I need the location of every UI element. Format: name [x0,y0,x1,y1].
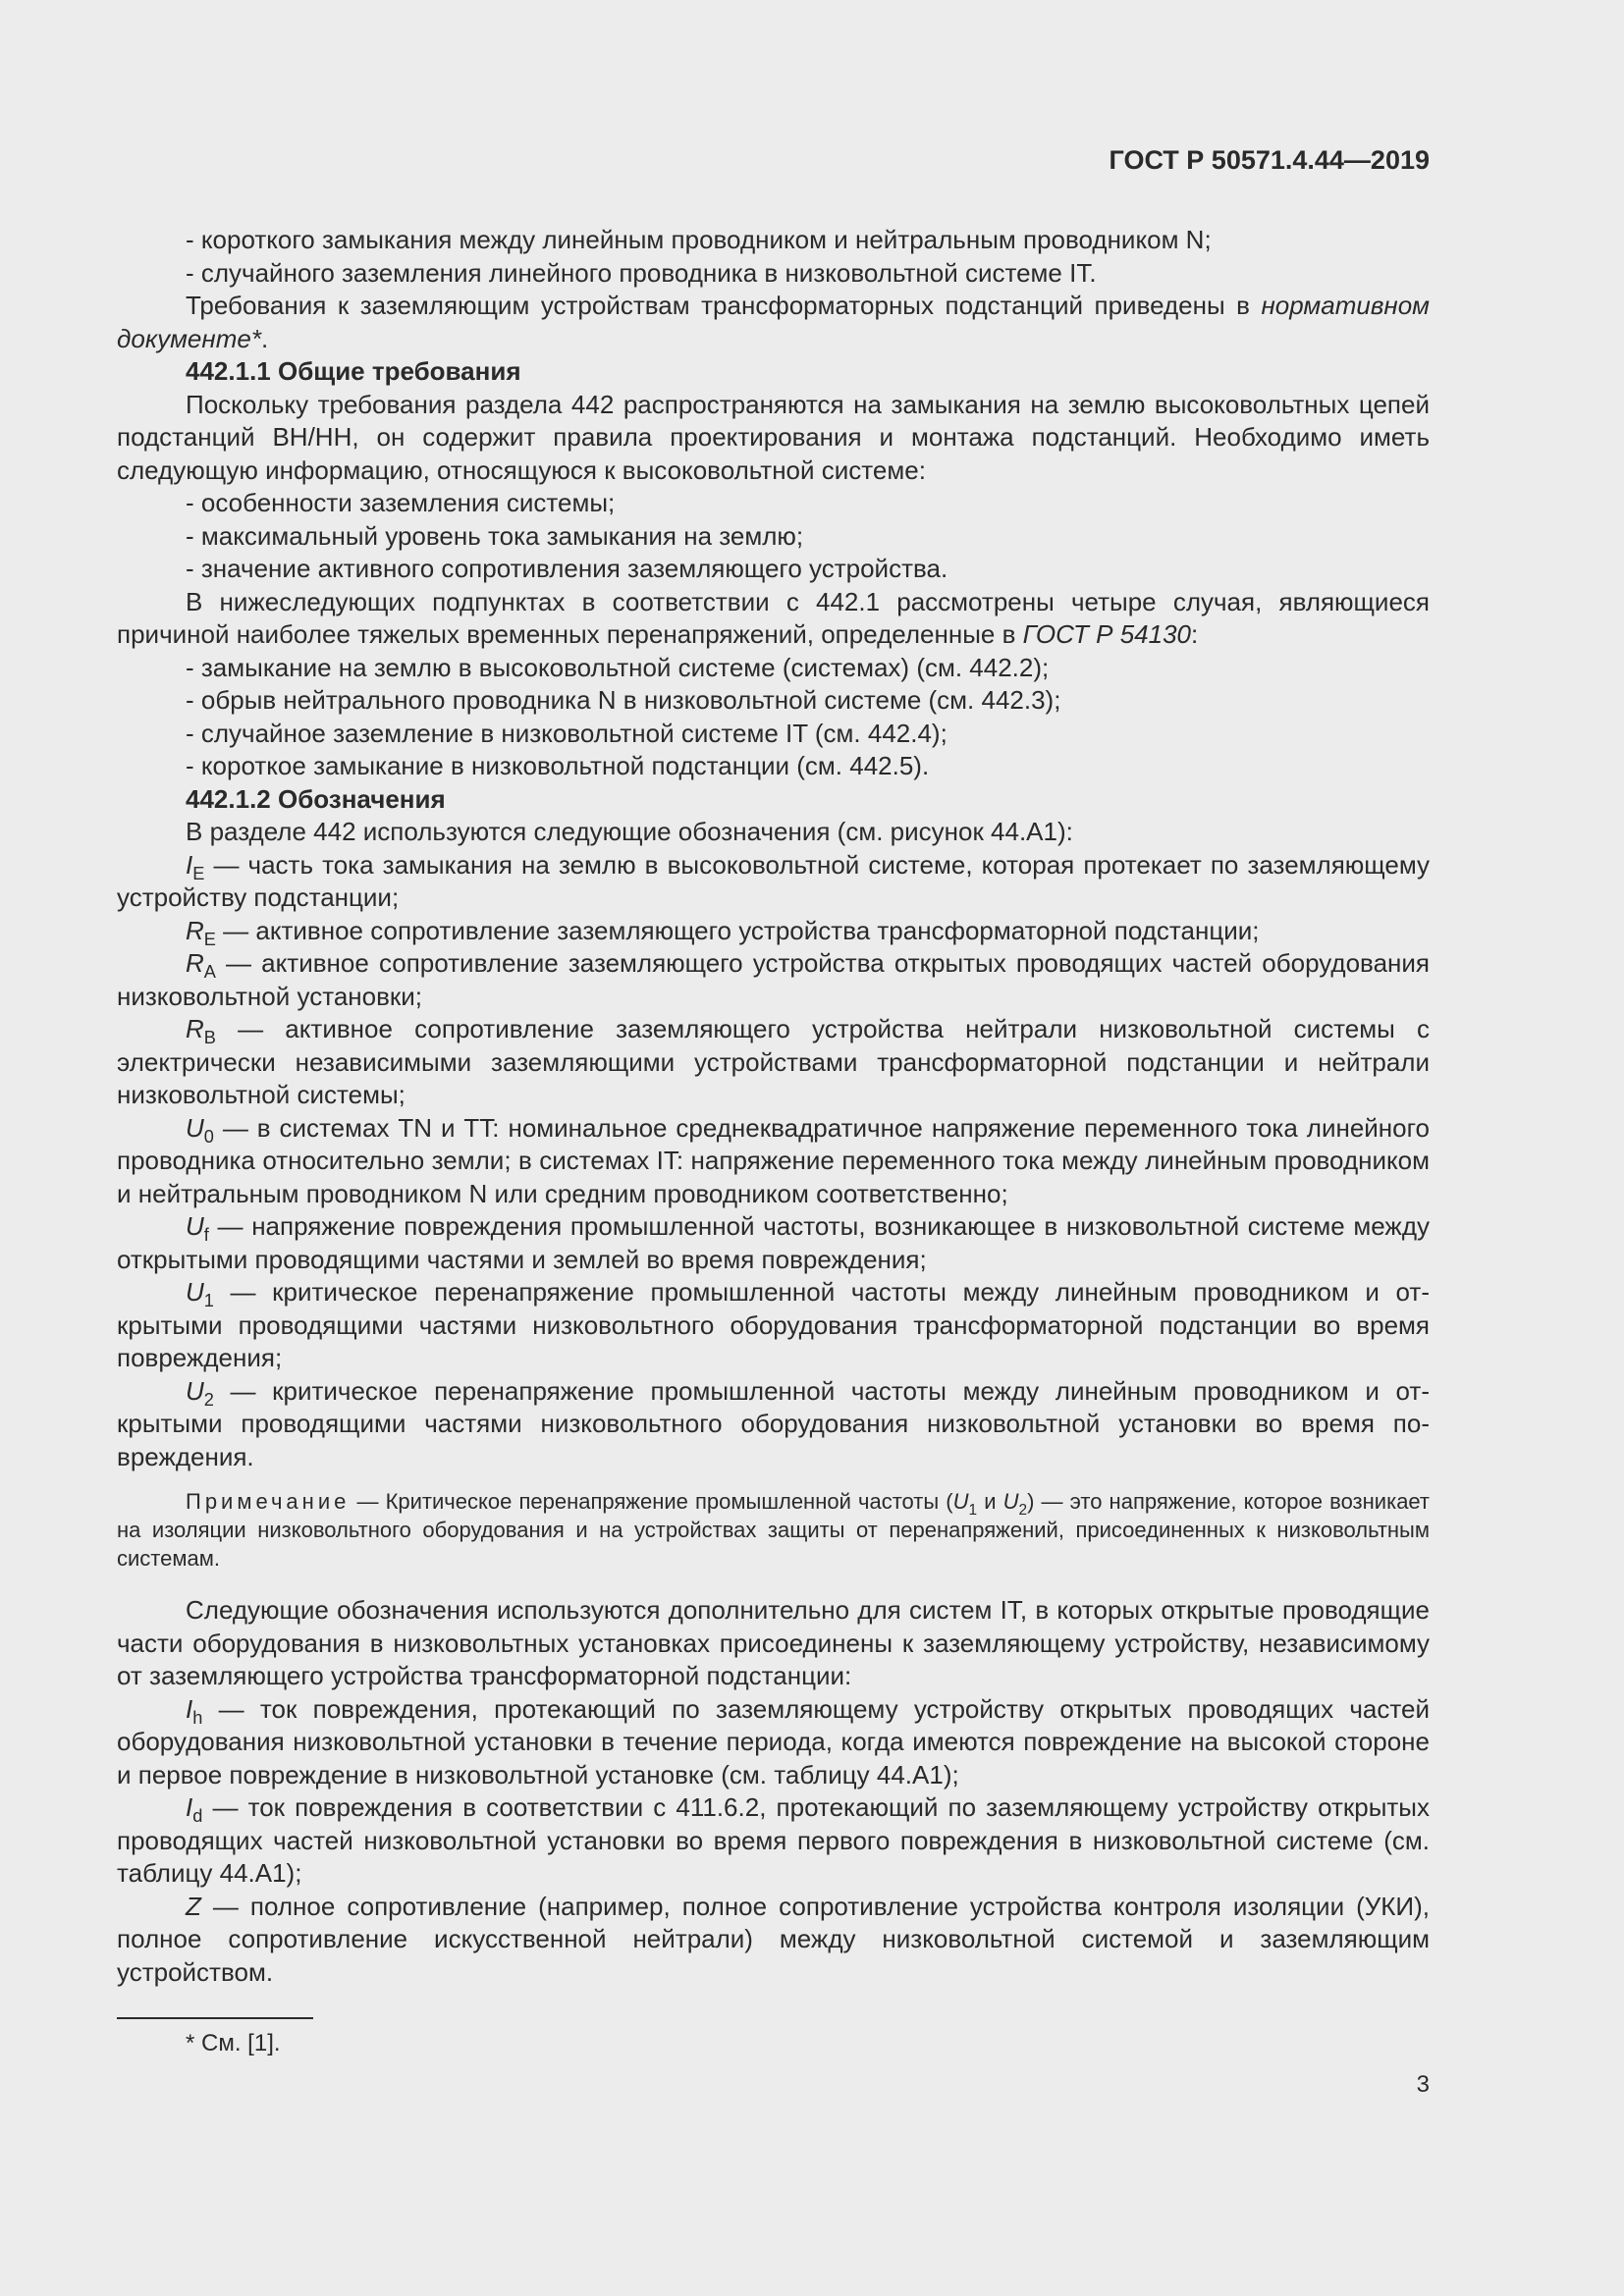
definition: $R_A$ — активное сопротивление заземляющего устройства открытых проводящих частей оборудования низковольтной установки; [117,948,1430,1011]
list-item: - короткого замыкания между линейным проводником и нейтральным проводником N; [186,225,1212,254]
definition: $I_d$ — ток повреждения в соответствии с 411.6.2, протекающий по заземляющему устройству открытых проводящих частей низковольтной установки во время первого повреждения в низковольтной системе (см. таблицу 44.А1); [117,1792,1430,1888]
definition: $U_0$ — в системах TN и TT: номинальное среднеквадратичное напряжение переменного тока линейного проводника относительно земли; в системах IT: напряжение переменного тока между линейным проводником и нейтральным проводником N или средним проводником соответственно; [117,1112,1430,1208]
definition: $U_2$ — критическое перенапряжение промышленной частоты между линейным проводником и открытыми проводящими частями низковольтного оборудования низковольтной установки во время повреждения. [117,1375,1430,1471]
list-item: - случайного заземления линейного проводника в низковольтной системе IT. [186,257,1097,288]
page-body [117,224,1430,1989]
page-number: 3 [1416,2071,1430,2098]
definition: $I_E$ — часть тока замыкания на землю в высоковольтной системе, которая протекает по заземляющему устройству подстанции; [117,849,1430,912]
note-label: Примечание [186,1489,351,1514]
section-heading: 442.1.2 Обозначения [186,783,446,814]
list-item: - короткое замыкание в низковольтной подстанции (см. 442.5). [186,751,930,780]
footnote: * См. [1]. [186,2030,281,2056]
normative-reference: нормативном документе* [117,291,1430,353]
list-item: - максимальный уровень тока замыкания на землю; [186,520,804,551]
list-item: - случайное заземление в низковольтной системе IT (см. 442.4); [186,718,947,748]
list-item: - значение активного сопротивления заземляющего устройства. [186,554,948,583]
footnote-divider [117,2017,313,2019]
definition: $U_1$ — критическое перенапряжение промышленной частоты между линейным проводником и открытыми проводящими частями низковольтного оборудования трансформаторной подстанции во время повреждения; [117,1277,1430,1372]
paragraph: Следующие обозначения используются дополнительно для систем IT, в которых открытые проводящие части оборудования в низковольтных установках присоединены к заземляющему устройству, независимому от заземляющего устройства трансформаторной подстанции: [117,1595,1430,1690]
definition: $U_f$ — напряжение повреждения промышленной частоты, возникающее в низковольтной системе между открытыми проводящими частями и землей во время повреждения; [117,1211,1430,1274]
document-code: ГОСТ Р 50571.4.44—2019 [1109,145,1430,175]
list-item: - обрыв нейтрального проводника N в низковольтной системе (см. 442.3); [186,685,1061,715]
definition: $I_h$ — ток повреждения, протекающий по заземляющему устройству открытых проводящих частей оборудования низковольтной установки в течение периода, когда имеются повреждение на высокой стороне и первое повреждение в низковольтной установке (см. таблицу 44.А1); [117,1693,1430,1789]
paragraph: Требования к заземляющим устройствам трансформаторных подстанций приведены в нормативном документе*. [117,291,1430,353]
definition: $R_B$ — активное сопротивление заземляющего устройства нейтрали низковольтной системы с электрически независимыми заземляющими устройствами трансформаторной подстанции и нейтрали низковольтной системы; [117,1014,1430,1109]
definition: Z — полное сопротивление (например, полное сопротивление устройства контроля изоляции (УКИ), полное сопротивление искусственной нейтрали) между низковольтной системой и заземляющим устройством. [117,1891,1430,1987]
paragraph: Поскольку требования раздела 442 распространяются на замыкания на землю высоковольтных цепей подстанций ВН/НН, он содержит правила проектирования и монтажа подстанций. Необходимо иметь следующую информацию, относящуюся к высоковольтной системе: [117,389,1430,485]
definition: $R_E$ — активное сопротивление заземляющего устройства трансформаторной подстанции; [186,915,1260,949]
list-item: - особенности заземления системы; [186,488,616,517]
list-item: - замыкание на землю в высоковольтной системе (системах) (см. 442.2); [186,652,1050,682]
standard-reference: ГОСТ Р 54130 [1022,619,1191,649]
section-heading: 442.1.1 Общие требования [186,356,521,386]
note: Примечание — Критическое перенапряжение промышленной частоты ($U_1$ и $U_2$) — это напряжение, которое возникает на изоляции низковольтного оборудования и на устройствах защиты от перенапряжений, присоединенных к низковольтным системам. [117,1489,1431,1571]
paragraph: В разделе 442 используются следующие обозначения (см. рисунок 44.А1): [186,817,1073,846]
paragraph: В нижеследующих подпунктах в соответствии с 442.1 рассмотрены четыре случая, являющиеся причиной наиболее тяжелых временных перенапряжений, определенные в ГОСТ Р 54130: [117,586,1430,649]
